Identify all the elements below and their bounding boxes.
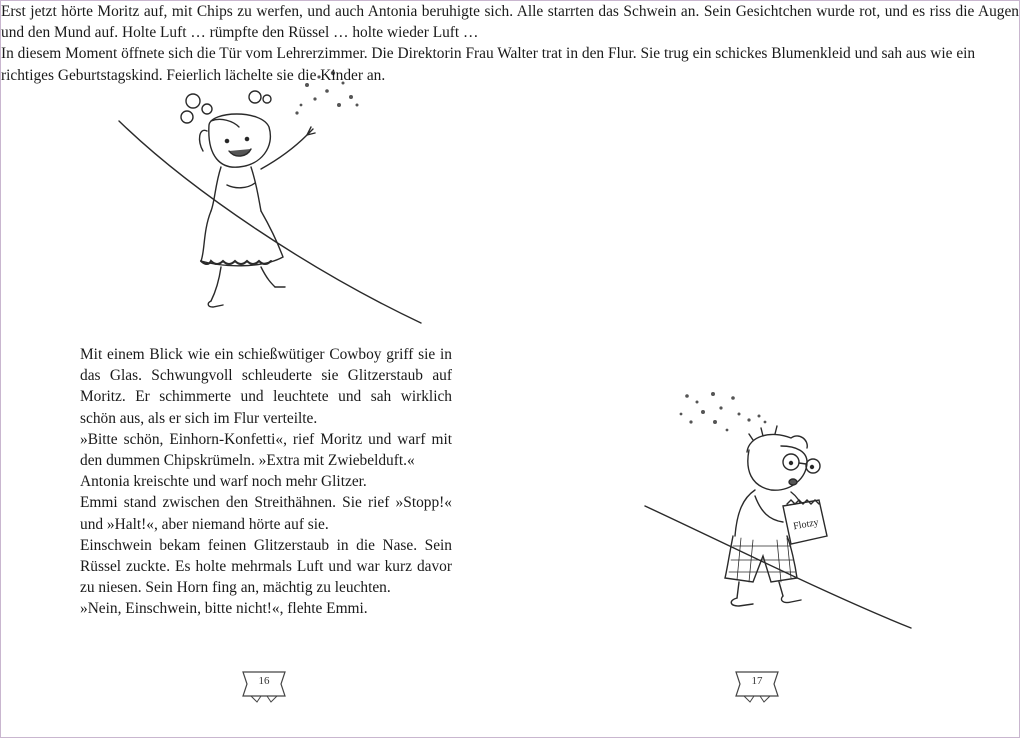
page-number-right	[732, 666, 782, 706]
paragraph: Emmi stand zwischen den Streithähnen. Sie rief »Stopp!« und »Halt!«, aber niemand hörte auf sie.	[80, 494, 452, 533]
page-left	[1, 1, 510, 737]
paragraph: »Bitte schön, Einhorn-Konfetti«, rief Moritz und warf mit den dummen Chipskrümeln. »Extra mit Zwiebelduft.«	[80, 430, 452, 470]
girl-throwing-glitter-illustration	[111, 61, 431, 331]
page-number: 17	[751, 675, 763, 687]
paragraph: Antonia kreischte und warf noch mehr Glitzer.	[80, 473, 367, 491]
chips-bag-label: Flotzy	[792, 517, 820, 533]
page-number: 16	[258, 675, 270, 687]
paragraph: In diesem Moment öffnete sich die Tür vom Lehrerzimmer. Die Direktorin Frau Walter trat in den Flur. Sie trug ein schickes Blumenkleid und sah aus wie ein richtiges Geburtstagskind. Feierlich lächelte sie die Kinder an.	[1, 45, 976, 84]
page-left-text	[80, 344, 452, 620]
page-number-left	[239, 666, 289, 706]
boy-with-chips-bag-illustration	[641, 386, 921, 636]
paragraph: »Nein, Einschwein, bitte nicht!«, flehte Emmi.	[80, 600, 368, 618]
page-right-text	[1, 1, 1019, 86]
paragraph: Erst jetzt hörte Moritz auf, mit Chips zu werfen, und auch Antonia beruhigte sich. Alle starrten das Schwein an. Sein Gesichtchen wurde rot, und es riss die Augen und den Mund auf. Holte Luft … rümpfte den Rüssel … holte wieder Luft …	[1, 3, 1019, 42]
paragraph: Einschwein bekam feinen Glitzerstaub in die Nase. Sein Rüssel zuckte. Es holte mehrmals Luft und war kurz davor zu niesen. Sein Horn fing an, mächtig zu leuchten.	[80, 536, 452, 597]
paragraph: Mit einem Blick wie ein schießwütiger Cowboy griff sie in das Glas. Schwungvoll schleuderte sie Glitzerstaub auf Moritz. Er schimmerte und leuchtete und sah wirklich schön aus, als er sich im Flur verteilte.	[80, 346, 452, 427]
